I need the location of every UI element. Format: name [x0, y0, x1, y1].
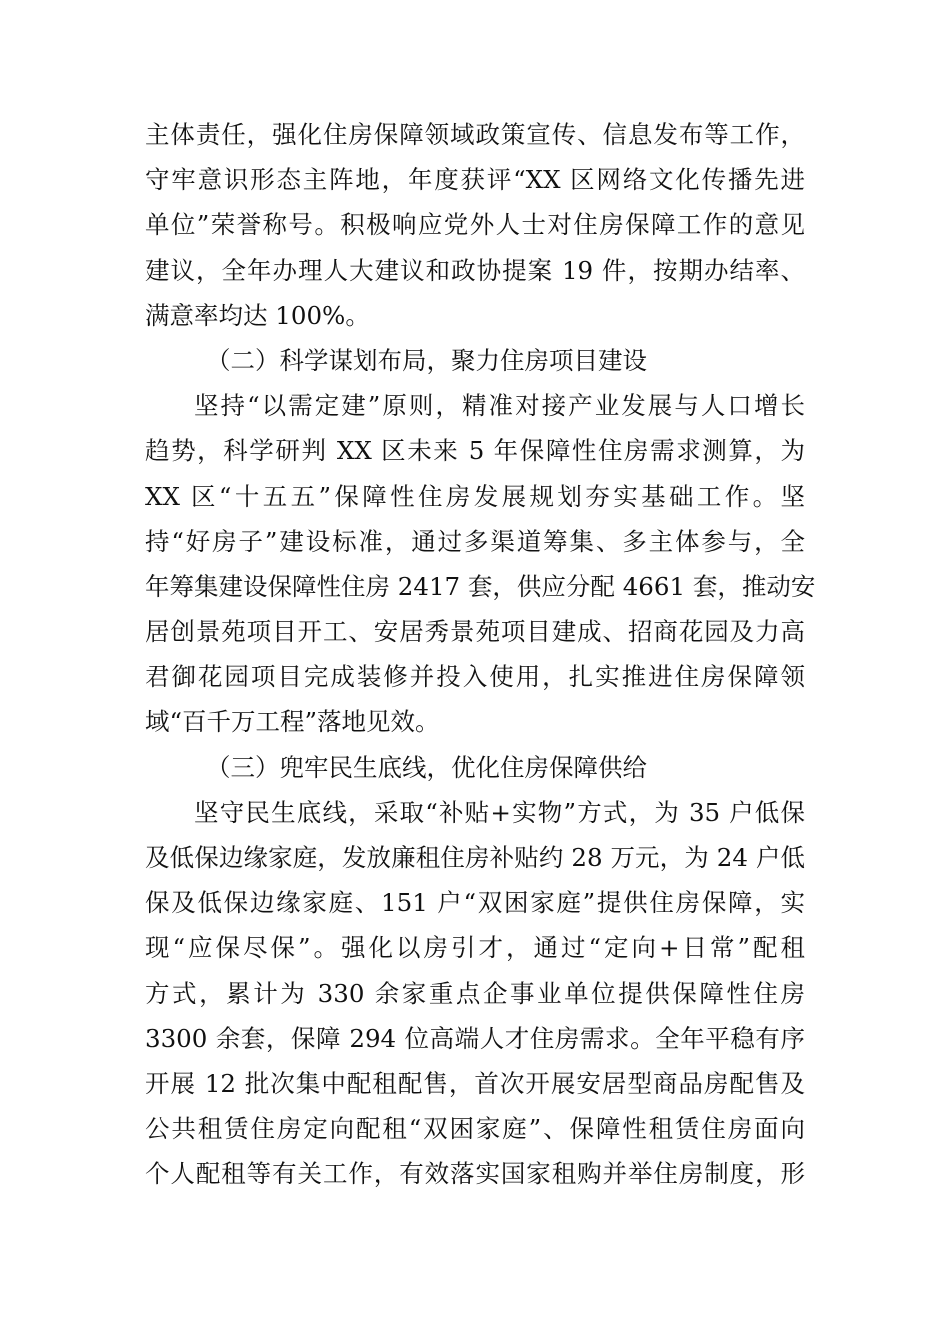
text-line: 持“好房子”建设标准，通过多渠道筹集、多主体参与，全: [145, 526, 805, 556]
text-line: 公共租赁住房定向配租“双困家庭”、保障性租赁住房面向: [145, 1114, 805, 1144]
text-line: 年筹集建设保障性住房 2417 套，供应分配 4661 套，推动安: [145, 571, 816, 601]
document-body: [145, 112, 816, 1197]
text-line: 主体责任，强化住房保障领域政策宣传、信息发布等工作，: [145, 120, 805, 149]
text-line: 及低保边缘家庭，发放廉租住房补贴约 28 万元，为 24 户低: [145, 843, 805, 872]
text-line: 满意率均达 100%。: [145, 300, 370, 330]
text-line: 居创景苑项目开工、安居秀景苑项目建成、招商花园及力高: [145, 617, 805, 647]
paragraph-accountability: [145, 112, 805, 338]
text-line: 坚守民生底线，采取“补贴+实物”方式，为 35 户低保: [194, 797, 805, 827]
text-line: 坚持“以需定建”原则，精准对接产业发展与人口增长: [194, 391, 805, 421]
text-line: 方式，累计为 330 余家重点企事业单位提供保障性住房: [145, 978, 805, 1008]
text-line: XX 区“十五五”保障性住房发展规划夯实基础工作。坚: [145, 481, 805, 511]
text-line: 3300 余套，保障 294 位高端人才住房需求。全年平稳有序: [145, 1023, 805, 1053]
section-heading-3: （三）兜牢民生底线，优化住房保障供给: [206, 752, 647, 782]
text-line: 现“应保尽保”。强化以房引才，通过“定向+日常”配租: [145, 933, 805, 963]
text-line: 趋势，科学研判 XX 区未来 5 年保障性住房需求测算，为: [145, 436, 805, 466]
paragraph-housing-supply: [145, 790, 805, 1197]
section-heading-2: （二）科学谋划布局，聚力住房项目建设: [206, 345, 647, 375]
text-line: 开展 12 批次集中配租配售，首次开展安居型商品房配售及: [145, 1068, 805, 1098]
text-line: 单位”荣誉称号。积极响应党外人士对住房保障工作的意见: [145, 210, 805, 240]
text-line: 守牢意识形态主阵地，年度获评“XX 区网络文化传播先进: [145, 165, 805, 195]
text-line: 建议，全年办理人大建议和政协提案 19 件，按期办结率、: [145, 255, 805, 285]
text-line: 君御花园项目完成装修并投入使用，扎实推进住房保障领: [145, 662, 805, 692]
paragraph-housing-projects: [145, 383, 816, 745]
text-line: 保及低保边缘家庭、151 户“双困家庭”提供住房保障，实: [145, 888, 805, 918]
text-line: 个人配租等有关工作，有效落实国家租购并举住房制度，形: [145, 1159, 805, 1189]
text-line: 域“百千万工程”落地见效。: [145, 707, 440, 737]
